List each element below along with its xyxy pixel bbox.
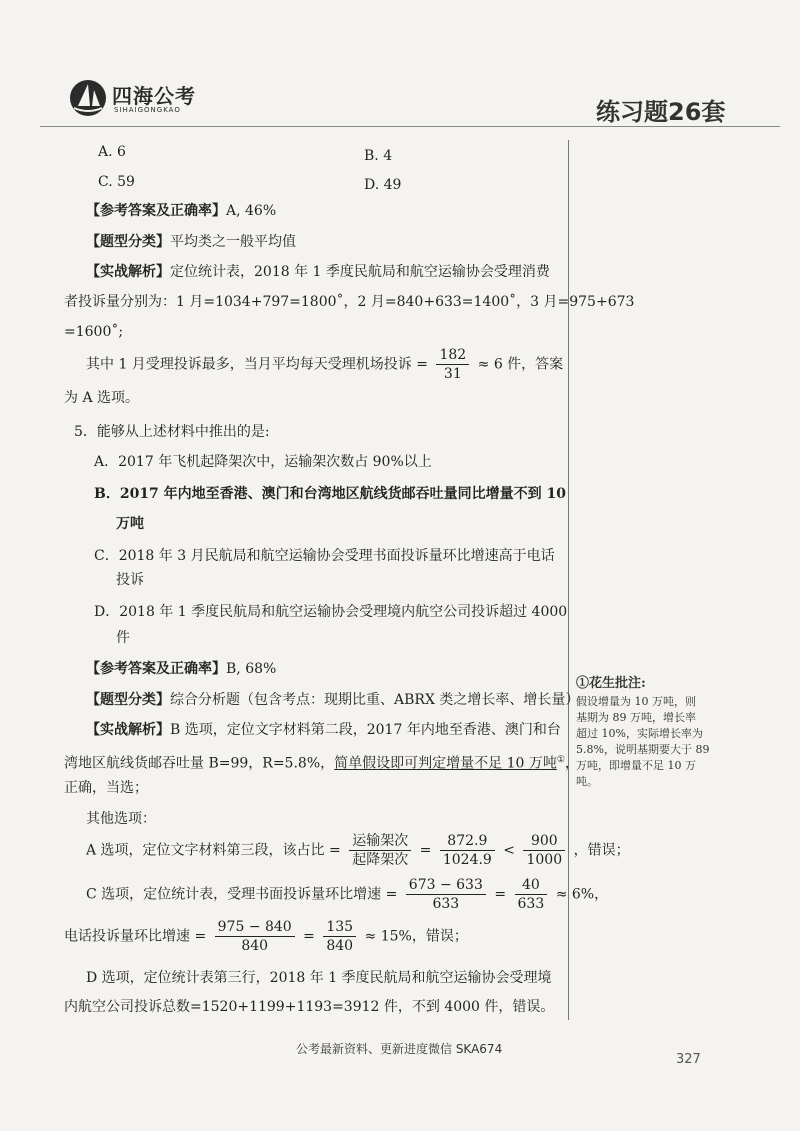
sailboat-logo-icon <box>68 78 108 118</box>
fraction <box>523 832 565 869</box>
analysis-text: A 选项，定位文字材料第三段，该占比 = <box>86 842 341 859</box>
fraction-numerator: 运输架次 <box>349 832 411 851</box>
q4-analysis-line4 <box>86 346 563 383</box>
fraction-numerator: 40 <box>515 876 548 895</box>
q5-option-c-analysis <box>86 876 608 913</box>
fraction-denominator: 840 <box>326 938 354 954</box>
q4-type <box>86 232 296 252</box>
page-number: 327 <box>676 1052 701 1067</box>
q4-option-d: D. 49 <box>364 177 402 193</box>
fraction <box>215 918 295 955</box>
q5-analysis-line2 <box>64 750 579 774</box>
analysis-text: 电话投诉量环比增速 = <box>64 928 207 945</box>
fraction-numerator: 135 <box>323 918 356 937</box>
side-annotation-title: ①花生批注: <box>576 676 646 691</box>
side-annotation-line: 5.8%，说明基期要大于 89 <box>576 743 710 756</box>
operator: < <box>503 842 516 859</box>
q5-stem: 5．能够从上述材料中推出的是: <box>74 424 270 440</box>
analysis-text: 定位统计表，2018 年 1 季度民航局和航空运输协会受理消费 <box>170 264 550 280</box>
answer-value: A, 46% <box>226 203 277 219</box>
analysis-text: ，错误； <box>573 842 630 859</box>
logo <box>68 76 198 120</box>
answer-label: 【参考答案及正确率】 <box>86 203 226 219</box>
q4-analysis-line1 <box>86 262 550 282</box>
fraction-denominator: 1024.9 <box>442 852 492 868</box>
q5-option-a: A．2017 年飞机起降架次中，运输架次数占 90%以上 <box>94 454 432 470</box>
operator: = <box>303 928 315 945</box>
type-value: 综合分析题（包含考点：现期比重、ABRX 类之增长率、增长量） <box>170 692 580 708</box>
q5-type <box>86 690 579 710</box>
side-annotation <box>576 676 716 790</box>
analysis-label: 【实战解析】 <box>86 722 170 738</box>
logo-english: SIHAIGONGKAO <box>114 106 181 114</box>
type-label: 【题型分类】 <box>86 692 170 708</box>
q5-analysis-line3: 正确，当选； <box>64 780 148 796</box>
logo-chinese: 四海公考 <box>112 84 196 108</box>
fraction <box>406 876 486 913</box>
side-annotation-line: 假设增量为 10 万吨，则 <box>576 695 696 708</box>
fraction-numerator: 975 − 840 <box>215 918 295 937</box>
analysis-text: 湾地区航线货邮吞吐量 B=99，R=5.8%， <box>64 755 335 772</box>
q5-option-a-analysis <box>86 832 630 869</box>
header-divider <box>40 126 780 127</box>
fraction-denominator: 31 <box>443 366 462 382</box>
fraction-denominator: 633 <box>432 896 460 912</box>
q5-option-c-analysis-2 <box>64 918 468 955</box>
q5-option-d-analysis-line1: D 选项，定位统计表第三行，2018 年 1 季度民航局和航空运输协会受理境 <box>86 970 552 986</box>
fraction <box>349 832 411 869</box>
q4-option-a: A. 6 <box>98 144 126 160</box>
operator: = <box>419 842 432 859</box>
analysis-text: ≈ 6%， <box>555 886 609 903</box>
q5-others-heading: 其他选项： <box>86 811 156 827</box>
fraction <box>323 918 356 955</box>
q5-analysis-line1 <box>86 720 561 740</box>
fraction-denominator: 633 <box>517 896 545 912</box>
side-annotation-line: 超过 10%，实际增长率为 <box>576 727 703 740</box>
side-annotation-line: 万吨，即增量不足 10 万 <box>576 759 696 772</box>
underlined-text: 简单假设即可判定增量不足 10 万吨 <box>334 755 557 772</box>
fraction-numerator: 673 − 633 <box>406 876 486 895</box>
analysis-text: 其中 1 月受理投诉最多，当月平均每天受理机场投诉 = <box>86 356 428 373</box>
type-label: 【题型分类】 <box>86 234 170 250</box>
q5-option-d-line1: D．2018 年 1 季度民航局和航空运输协会受理境内航空公司投诉超过 4000 <box>94 604 568 620</box>
q5-option-d-analysis-line2: 内航空公司投诉总数=1520+1199+1193=3912 件，不到 4000 件，错误。 <box>64 999 555 1015</box>
fraction-denominator: 1000 <box>526 852 563 868</box>
side-annotation-line: 吨。 <box>576 775 598 788</box>
analysis-text: ≈ 6 件，答案 <box>477 356 564 373</box>
annotation-marker: ① <box>556 755 565 765</box>
fraction-numerator: 182 <box>436 346 469 365</box>
q5-option-c-line1: C．2018 年 3 月民航局和航空运输协会受理书面投诉量环比增速高于电话 <box>94 548 555 564</box>
fraction <box>440 832 495 869</box>
q4-analysis-line5: 为 A 选项。 <box>64 390 140 406</box>
q4-option-c: C. 59 <box>98 174 135 190</box>
fraction <box>436 346 469 383</box>
fraction-numerator: 872.9 <box>440 832 495 851</box>
q4-option-b: B. 4 <box>364 148 393 164</box>
q5-option-c-line2: 投诉 <box>116 572 144 588</box>
analysis-text: ≈ 15%，错误； <box>364 928 468 945</box>
q4-answer <box>86 201 276 221</box>
fraction <box>515 876 548 913</box>
side-annotation-line: 基期为 89 万吨，增长率 <box>576 711 696 724</box>
fraction-denominator: 840 <box>241 938 269 954</box>
q5-answer <box>86 659 276 679</box>
answer-label: 【参考答案及正确率】 <box>86 661 226 677</box>
analysis-text: ， <box>564 755 579 772</box>
operator: = <box>494 886 507 903</box>
fraction-denominator: 起降架次 <box>352 852 409 868</box>
analysis-text: C 选项，定位统计表，受理书面投诉量环比增速 = <box>86 886 398 903</box>
analysis-label: 【实战解析】 <box>86 264 170 280</box>
answer-value: B, 68% <box>226 661 277 677</box>
type-value: 平均类之一般平均值 <box>170 234 296 250</box>
q5-option-d-line2: 件 <box>116 630 130 646</box>
footer-ad: 公考最新资料、更新进度微信 SKA674 <box>296 1042 503 1056</box>
analysis-text: B 选项，定位文字材料第二段，2017 年内地至香港、澳门和台 <box>170 722 561 738</box>
section-title: 练习题26套 <box>596 98 726 126</box>
q5-option-b-line2: 万吨 <box>116 516 144 532</box>
q5-option-b-line1: B．2017 年内地至香港、澳门和台湾地区航线货邮吞吐量同比增量不到 10 <box>94 486 567 502</box>
q4-analysis-line3: =1600˚; <box>64 324 124 340</box>
q4-analysis-line2: 者投诉量分别为：1 月=1034+797=1800˚，2 月=840+633=1400˚，3 月=975+673 <box>64 294 635 310</box>
fraction-numerator: 900 <box>523 832 565 851</box>
